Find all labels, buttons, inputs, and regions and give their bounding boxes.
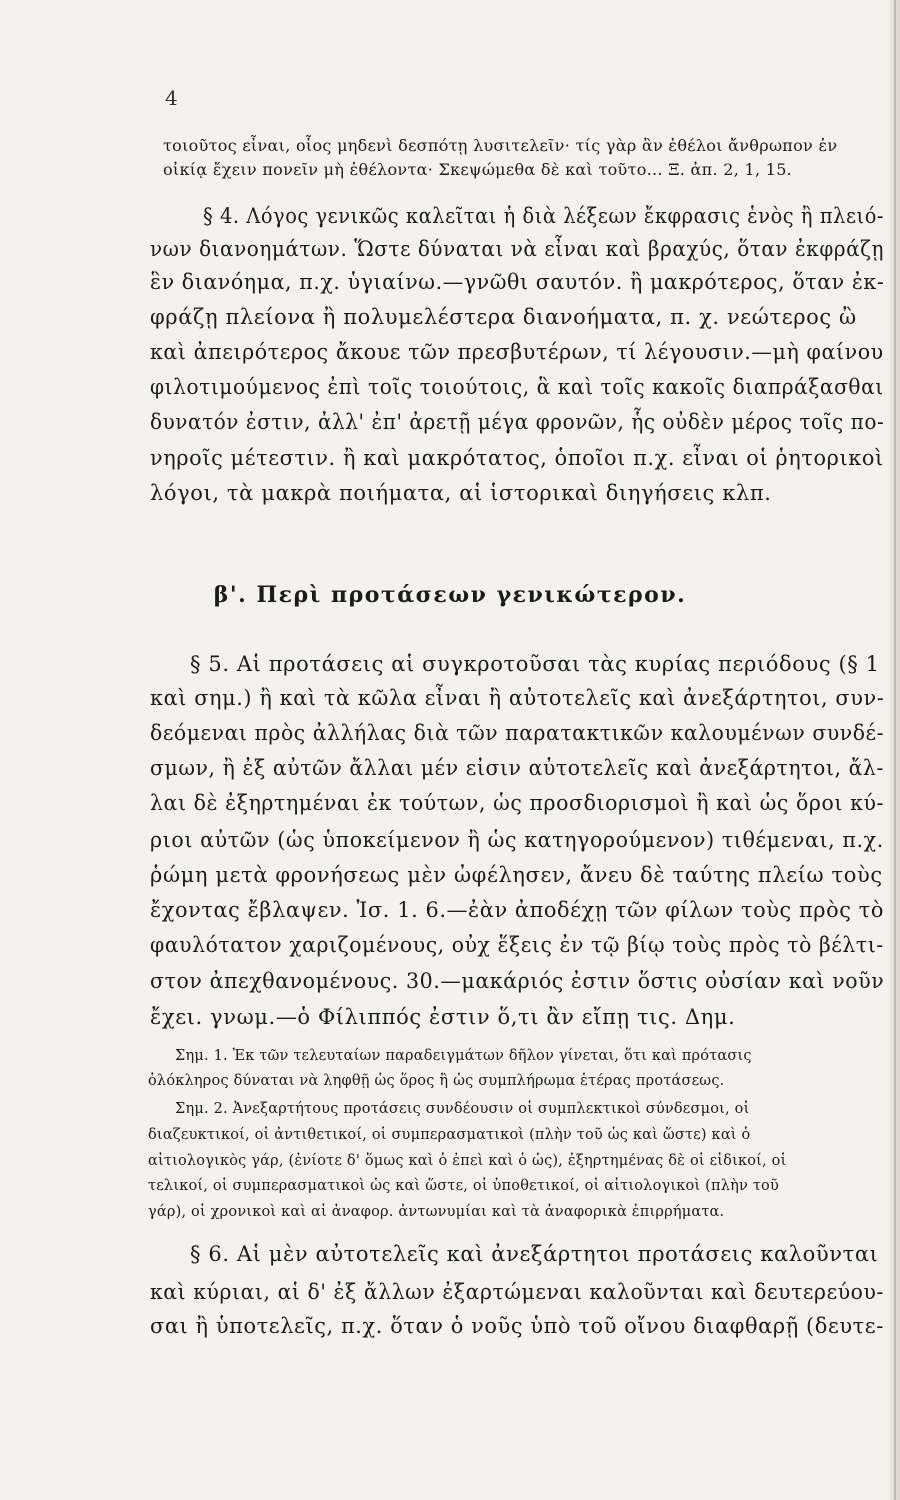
note-line: διαζευκτικοί, οἱ ἀντιθετικοί, οἱ συμπερασματικοὶ (πλὴν τοῦ ὡς καὶ ὥστε) καὶ ὁ [148,1127,751,1143]
paragraph-line: ἓν διανόημα, π.χ. ὑγιαίνω.—γνῶθι σαυτόν. ἢ μακρότερος, ὅταν ἐκ- [150,270,885,294]
page-edge-rule [894,0,896,1500]
paragraph-line: § 6. Αἱ μὲν αὐτοτελεῖς καὶ ἀνεξάρτητοι προτάσεις καλοῦνται [190,1242,879,1266]
paragraph-line: ἔχει. γνωμ.—ὁ Φίλιππός ἐστιν ὅ,τι ἂν εἴπῃ τις. Δημ. [150,1005,736,1029]
paragraph-line: φαυλότατον χαριζομένους, οὐχ ἕξεις ἐν τῷ βίῳ τοὺς πρὸς τὸ βέλτι- [150,933,884,957]
paragraph-line: νηροῖς μέτεστιν. ἢ καὶ μακρότατος, ὁποῖοι π.χ. εἶναι οἱ ῥητορικοὶ [150,446,884,470]
paragraph-line: καὶ ἀπειρότερος ἄκουε τῶν πρεσβυτέρων, τί λέγουσιν.—μὴ φαίνου [150,340,884,364]
paragraph-line: σμων, ἢ ἐξ αὐτῶν ἄλλαι μέν εἰσιν αὐτοτελεῖς καὶ ἀνεξάρτητοι, ἄλ- [150,756,884,780]
paragraph-line: σαι ἢ ὑποτελεῖς, π.χ. ὅταν ὁ νοῦς ὑπὸ τοῦ οἴνου διαφθαρῇ (δευτε- [150,1314,884,1338]
paragraph-line: δεόμεναι πρὸς ἀλλήλας διὰ τῶν παρατακτικῶν καλουμένων συνδέ- [150,721,885,745]
quote-line: οἰκίᾳ ἔχειν πονεῖν μὴ ἐθέλοντα· Σκεψώμεθα δὲ καὶ τοῦτο... Ξ. ἀπ. 2, 1, 15. [163,160,793,179]
paragraph-line: ἔχοντας ἔβλαψεν. Ἰσ. 1. 6.—ἐὰν ἀποδέχῃ τῶν φίλων τοὺς πρὸς τὸ [150,898,885,922]
paragraph-line: φράζῃ πλείονα ἢ πολυμελέστερα διανοήματα, π. χ. νεώτερος ὢ [150,305,857,329]
paragraph-line: ριοι αὐτῶν (ὡς ὑποκείμενον ἢ ὡς κατηγορούμενον) τιθέμεναι, π.χ. [150,828,884,852]
paragraph-line: καὶ κύριαι, αἱ δ' ἐξ ἄλλων ἐξαρτώμεναι καλοῦνται καὶ δευτερεύου- [150,1280,884,1304]
paragraph-line: ῥώμη μετὰ φρονήσεως μὲν ὠφέλησεν, ἄνευ δὲ ταύτης πλείω τοὺς [150,863,883,887]
note-line: Σημ. 2. Ἀνεξαρτήτους προτάσεις συνδέουσιν οἱ συμπλεκτικοὶ σύνδεσμοι, οἱ [175,1101,750,1117]
paragraph-line: φιλοτιμούμενος ἐπὶ τοῖς τοιούτοις, ἃ καὶ τοῖς κακοῖς διαπράξασθαι [150,375,884,399]
paragraph-line: λαι δὲ ἐξηρτημέναι ἐκ τούτων, ὡς προσδιορισμοὶ ἢ καὶ ὡς ὅροι κύ- [150,791,884,815]
section-heading: β'. Περὶ προτάσεων γενικώτερον. [213,582,687,608]
paragraph-line: καὶ σημ.) ἢ καὶ τὰ κῶλα εἶναι ἢ αὐτοτελεῖς καὶ ἀνεξάρτητοι, συν- [150,686,885,710]
note-line: αἰτιολογικὸς γάρ, (ἐνίοτε δ' ὅμως καὶ ὁ ἐπεὶ καὶ ὁ ὡς), ἐξηρτημένας δὲ οἱ εἰδικοί, οἱ [148,1153,787,1169]
quote-line: τοιοῦτος εἶναι, οἷος μηδενὶ δεσπότῃ λυσιτελεῖν· τίς γὰρ ἂν ἐθέλοι ἄνθρωπον ἐν [163,136,838,155]
note-line: τελικοί, οἱ συμπερασματικοὶ ὡς καὶ ὥστε, οἱ ὑποθετικοί, οἱ αἰτιολογικοὶ (πλὴν τοῦ [148,1178,779,1194]
paragraph-line: § 4. Λόγος γενικῶς καλεῖται ἡ διὰ λέξεων ἔκφρασις ἑνὸς ἢ πλειό- [203,204,885,228]
paragraph-line: λόγοι, τὰ μακρὰ ποιήματα, αἱ ἱστορικαὶ διηγήσεις κλπ. [150,481,772,505]
paragraph-line: νων διανοημάτων. Ὥστε δύναται νὰ εἶναι καὶ βραχύς, ὅταν ἐκφράζῃ [150,237,885,261]
paragraph-line: δυνατόν ἐστιν, ἀλλ' ἐπ' ἀρετῇ μέγα φρονῶν, ἧς οὐδὲν μέρος τοῖς πο- [150,410,885,434]
note-line: Σημ. 1. Ἐκ τῶν τελευταίων παραδειγμάτων δῆλον γίνεται, ὅτι καὶ πρότασις [175,1048,752,1064]
page-number: 4 [165,86,178,110]
note-line: ὁλόκληρος δύναται νὰ ληφθῇ ὡς ὅρος ἢ ὡς συμπλήρωμα ἑτέρας προτάσεως. [148,1073,725,1089]
note-line: γάρ), οἱ χρονικοὶ καὶ αἱ ἀναφορ. ἀντωνυμίαι καὶ τὰ ἀναφορικὰ ἐπιρρήματα. [148,1204,725,1220]
paragraph-line: στον ἀπεχθανομένους. 30.—μακάριός ἐστιν ὅστις οὐσίαν καὶ νοῦν [150,969,885,993]
paragraph-line: § 5. Αἱ προτάσεις αἱ συγκροτοῦσαι τὰς κυρίας περιόδους (§ 1 [190,652,880,676]
